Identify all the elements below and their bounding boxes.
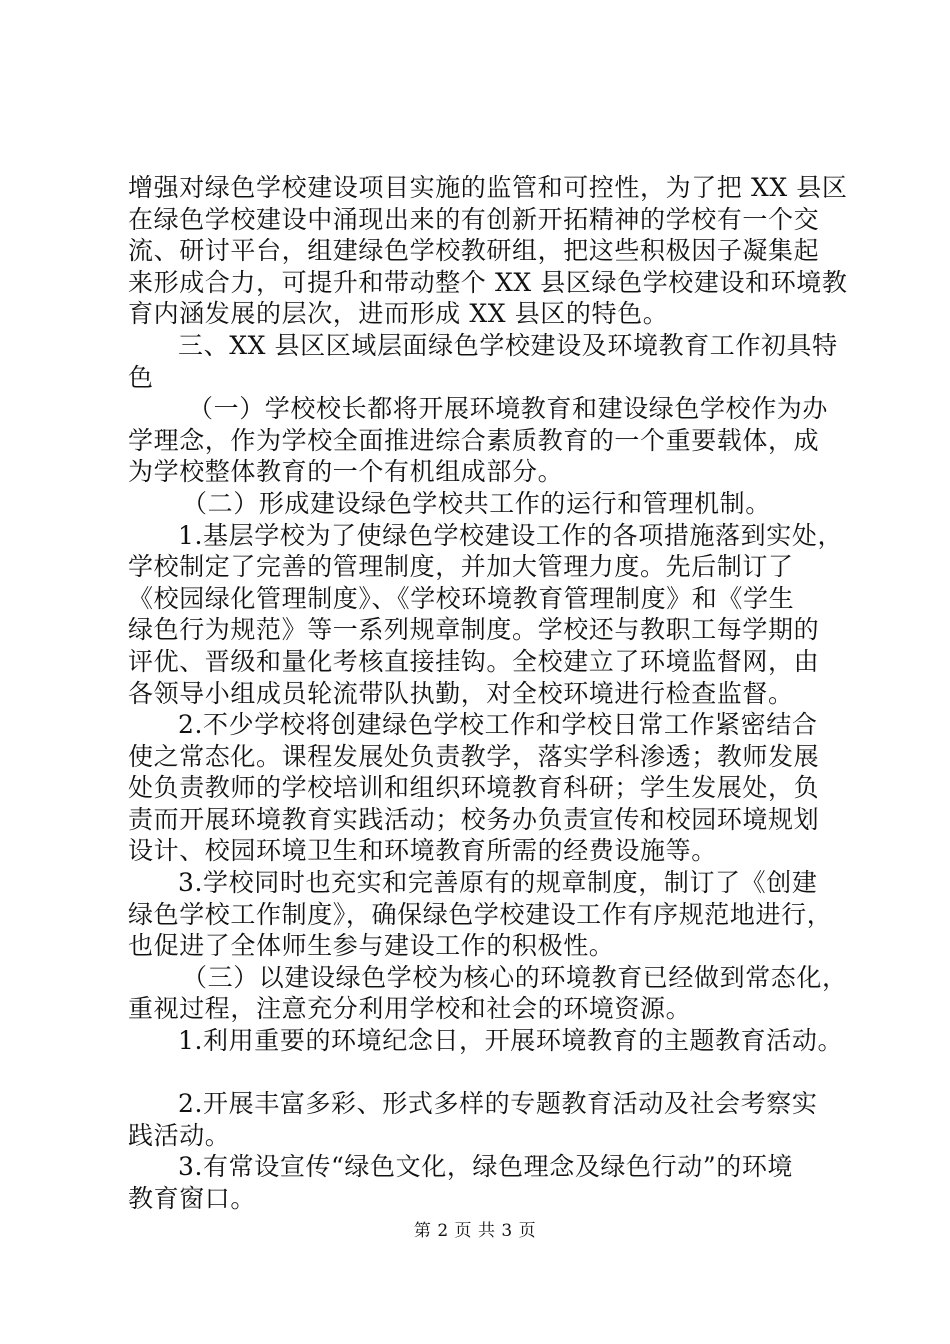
text-line: 育内涵发展的层次，进而形成 XX 县区的特色。 xyxy=(128,299,669,329)
paragraph-gap xyxy=(128,1057,840,1089)
text-line: 流、研讨平台，组建绿色学校教研组，把这些积极因子凝集起 xyxy=(128,236,820,266)
text-line: 为学校整体教育的一个有机组成部分。 xyxy=(128,457,564,487)
subsection-heading: （三）以建设绿色学校为核心的环境教育已经做到常态化， xyxy=(182,962,848,992)
list-item: 3.有常设宣传“绿色文化，绿色理念及绿色行动”的环境 xyxy=(178,1152,794,1182)
text-line: 各领导小组成员轮流带队执勤，对全校环境进行检查监督。 xyxy=(128,678,794,708)
section-heading-continuation: 色 xyxy=(128,362,154,392)
list-item: 2.开展丰富多彩、形式多样的专题教育活动及社会考察实 xyxy=(178,1089,818,1119)
list-item: 3.学校同时也充实和完善原有的规章制度，制订了《创建 xyxy=(178,868,818,898)
text-line: 责而开展环境教育实践活动；校务办负责宣传和校园环境规划 xyxy=(128,804,820,834)
subsection-heading: （一）学校校长都将开展环境教育和建设绿色学校作为办 xyxy=(188,394,829,424)
text-line: 评优、晋级和量化考核直接挂钩。全校建立了环境监督网，由 xyxy=(128,646,820,676)
text-line: 践活动。 xyxy=(128,1120,231,1150)
text-line: 也促进了全体师生参与建设工作的积极性。 xyxy=(128,931,615,961)
text-line: 绿色行为规范》等一系列规章制度。学校还与教职工每学期的 xyxy=(128,615,820,645)
subsection-heading: （二）形成建设绿色学校共工作的运行和管理机制。 xyxy=(182,488,771,518)
text-line: 学校制定了完善的管理制度，并加大管理力度。先后制订了 xyxy=(128,552,794,582)
text-line: 学理念，作为学校全面推进综合素质教育的一个重要载体，成 xyxy=(128,425,820,455)
page-footer: 第 2 页 共 3 页 xyxy=(413,1221,537,1241)
text-line: 在绿色学校建设中涌现出来的有创新开拓精神的学校有一个交 xyxy=(128,204,820,234)
text-line: 设计、校园环境卫生和环境教育所需的经费设施等。 xyxy=(128,836,717,866)
text-line: 增强对绿色学校建设项目实施的监管和可控性，为了把 XX 县区 xyxy=(128,173,848,202)
text-line: 来形成合力，可提升和带动整个 XX 县区绿色学校建设和环境教 xyxy=(128,267,848,297)
text-line: 处负责教师的学校培训和组织环境教育科研；学生发展处，负 xyxy=(128,773,820,803)
list-item: 1.基层学校为了使绿色学校建设工作的各项措施落到实处， xyxy=(178,520,844,550)
text-line: 《校园绿化管理制度》、《学校环境教育管理制度》和《学生 xyxy=(128,583,795,613)
text-line: 使之常态化。课程发展处负责教学，落实学科渗透；教师发展 xyxy=(128,741,820,771)
document-body xyxy=(128,172,848,1215)
text-line: 重视过程，注意充分利用学校和社会的环境资源。 xyxy=(128,994,692,1024)
list-item: 1.利用重要的环境纪念日，开展环境教育的主题教育活动。 xyxy=(178,1026,844,1056)
text-line: 绿色学校工作制度》，确保绿色学校建设工作有序规范地进行， xyxy=(128,899,833,929)
text-line: 教育窗口。 xyxy=(128,1184,257,1213)
list-item: 2.不少学校将创建绿色学校工作和学校日常工作紧密结合 xyxy=(178,710,818,740)
section-heading: 三、XX 县区区域层面绿色学校建设及环境教育工作初具特 xyxy=(178,330,838,360)
